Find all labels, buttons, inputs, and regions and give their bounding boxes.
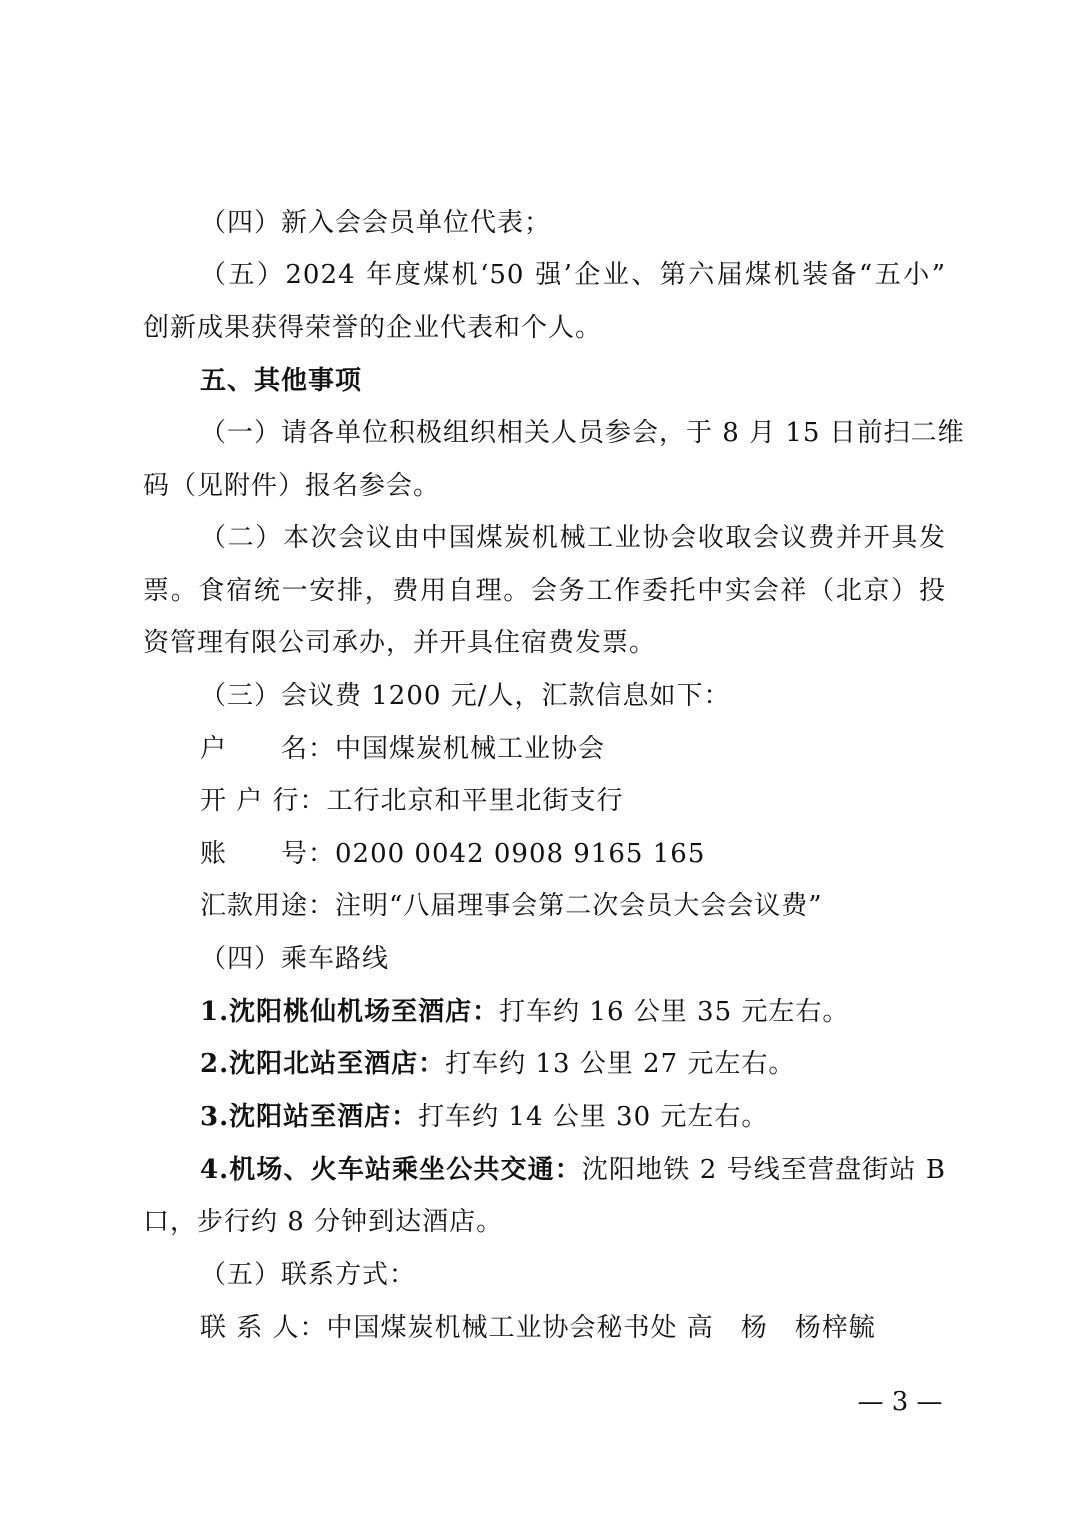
route-four-text: 沈阳地铁 2 号线至营盘街站 B: [581, 1155, 946, 1185]
route-two: [200, 1044, 946, 1084]
route-four-line2: 口，步行约 8 分钟到达酒店。: [143, 1207, 504, 1237]
item-three: （三）会议费 1200 元/人，汇款信息如下：: [200, 681, 731, 711]
item-four: （四）新入会会员单位代表；: [200, 208, 552, 238]
section-five-heading: 五、其他事项: [200, 366, 363, 396]
route-one-text: 打车约 16 公里 35 元左右。: [499, 997, 850, 1027]
item-two-line3: 资管理有限公司承办，并开具住宿费发票。: [143, 628, 657, 658]
account-name: 户 名：中国煤炭机械工业协会: [200, 734, 606, 764]
item-five-line2: 创新成果获得荣誉的企业代表和个人。: [143, 313, 603, 343]
route-three-label: 3.沈阳站至酒店：: [200, 1102, 419, 1132]
item-two-line1: （二）本次会议由中国煤炭机械工业协会收取会议费并开具发: [200, 523, 946, 553]
account-number: 账 号：0200 0042 0908 9165 165: [200, 839, 706, 869]
page-number: — 3 —: [857, 1387, 943, 1417]
remittance-purpose: 汇款用途：注明“八届理事会第二次会员大会会议费”: [200, 891, 823, 921]
item-one-line1: （一）请各单位积极组织相关人员参会，于 8 月 15 日前扫二维: [200, 418, 965, 448]
bank-name: 开 户 行：工行北京和平里北街支行: [200, 786, 624, 816]
item-one-line2: 码（见附件）报名参会。: [143, 471, 441, 501]
route-four-label: 4.机场、火车站乘坐公共交通：: [200, 1155, 582, 1185]
item-five-line1: （五）2024 年度煤机‘50 强’企业、第六届煤机装备“五小”: [200, 260, 946, 290]
contact-person: 联 系 人：中国煤炭机械工业协会秘书处 高 杨 杨梓毓: [200, 1313, 876, 1343]
route-three-text: 打车约 14 公里 30 元左右。: [418, 1102, 769, 1132]
route-one: [200, 992, 946, 1032]
route-three: [200, 1097, 946, 1137]
route-one-label: 1.沈阳桃仙机场至酒店：: [200, 997, 500, 1027]
item-four-routes: （四）乘车路线: [200, 944, 390, 974]
item-two-line2: 票。食宿统一安排，费用自理。会务工作委托中实会祥（北京）投: [143, 576, 946, 606]
item-five-contact: （五）联系方式：: [200, 1260, 417, 1290]
route-two-text: 打车约 13 公里 27 元左右。: [445, 1049, 796, 1079]
route-four: [200, 1150, 946, 1190]
route-two-label: 2.沈阳北站至酒店：: [200, 1049, 446, 1079]
